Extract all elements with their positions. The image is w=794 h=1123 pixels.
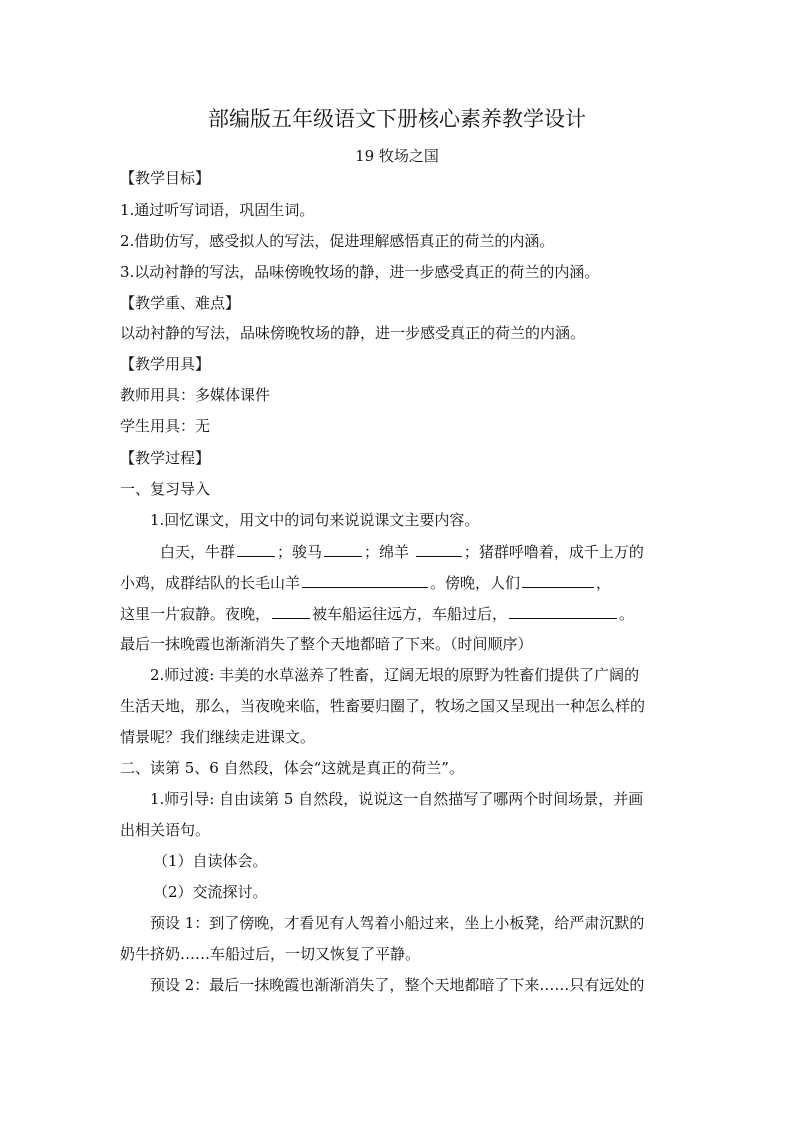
process-heading: 【教学过程】	[120, 449, 211, 467]
part-1-item-1: 1.回忆课文，用文中的词句来说说课文主要内容。	[150, 511, 480, 529]
preset-2-line-1: 预设 2：最后一抹晚霞也渐渐消失了，整个天地都暗了下来……只有远处的	[150, 976, 645, 994]
step-2: （2）交流探讨。	[153, 883, 268, 901]
fill-line-1	[160, 541, 644, 562]
fill-blank	[237, 541, 275, 557]
goal-2: 2.借助仿写，感受拟人的写法，促进理解感悟真正的荷兰的内涵。	[120, 232, 555, 250]
preset-1-line-2: 奶牛挤奶……车船过后，一切又恢复了平静。	[120, 945, 421, 963]
fill-blank	[416, 541, 462, 557]
fill-blank	[324, 541, 362, 557]
fill-text: 。	[619, 605, 635, 623]
lesson-title: 19 牧场之国	[355, 147, 439, 165]
fill-line-4: 最后一抹晚霞也渐渐消失了整个天地都暗了下来。（时间顺序）	[120, 635, 533, 653]
fill-text: 小鸡，成群结队的长毛山羊	[120, 574, 301, 592]
key-points-heading: 【教学重、难点】	[120, 294, 241, 312]
goal-3: 3.以动衬静的写法，品味傍晚牧场的静，进一步感受真正的荷兰的内涵。	[120, 263, 600, 281]
fill-text: ；猪群呼噜着，成千上万的	[463, 543, 644, 561]
fill-blank	[509, 603, 617, 619]
step-1: （1）自读体会。	[153, 852, 268, 870]
fill-text: 被车船运往远方，车船过后，	[312, 605, 508, 623]
fill-line-3	[120, 603, 634, 624]
key-points-text: 以动衬静的写法，品味傍晚牧场的静，进一步感受真正的荷兰的内涵。	[120, 324, 586, 342]
fill-text: ，	[596, 574, 612, 592]
teacher-tools: 教师用具：多媒体课件	[120, 386, 271, 404]
preset-1-line-1: 预设 1：到了傍晚，才看见有人驾着小船过来，坐上小板凳，给严肃沉默的	[150, 914, 645, 932]
fill-line-2	[120, 572, 611, 593]
fill-text: ；骏马	[277, 543, 323, 561]
student-tools: 学生用具：无	[120, 417, 211, 435]
fill-blank	[272, 603, 310, 619]
fill-text: 白天，牛群	[160, 543, 236, 561]
goals-heading: 【教学目标】	[120, 169, 211, 187]
fill-blank	[522, 572, 594, 588]
part-1-item-2-line-2: 生活天地，那么，当夜晚来临，牲畜要归圈了，牧场之国又呈现出一种怎么样的	[120, 697, 646, 715]
fill-text: 这里一片寂静。夜晚，	[120, 605, 271, 623]
part-1-item-2-line-3: 情景呢？我们继续走进课文。	[120, 728, 316, 746]
part-2-heading: 二、读第 5、6 自然段，体会“这就是真正的荷兰”。	[120, 759, 464, 777]
part-1-item-2-line-1: 2.师过渡: 丰美的水草滋养了牲畜，辽阔无垠的原野为牲畜们提供了广阔的	[150, 666, 640, 684]
part-1-heading: 一、复习导入	[120, 480, 211, 498]
part-2-item-1-line-1: 1.师引导: 自由读第 5 自然段，说说这一自然描写了哪两个时间场景，并画	[150, 790, 644, 808]
part-2-item-1-line-2: 出相关语句。	[120, 821, 211, 839]
tools-heading: 【教学用具】	[120, 355, 211, 373]
document-title: 部编版五年级语文下册核心素养教学设计	[208, 107, 586, 131]
fill-text: ；绵羊	[364, 543, 414, 561]
fill-text: 。傍晚，人们	[430, 574, 521, 592]
fill-blank	[302, 572, 428, 588]
goal-1: 1.通过听写词语，巩固生词。	[120, 201, 315, 219]
